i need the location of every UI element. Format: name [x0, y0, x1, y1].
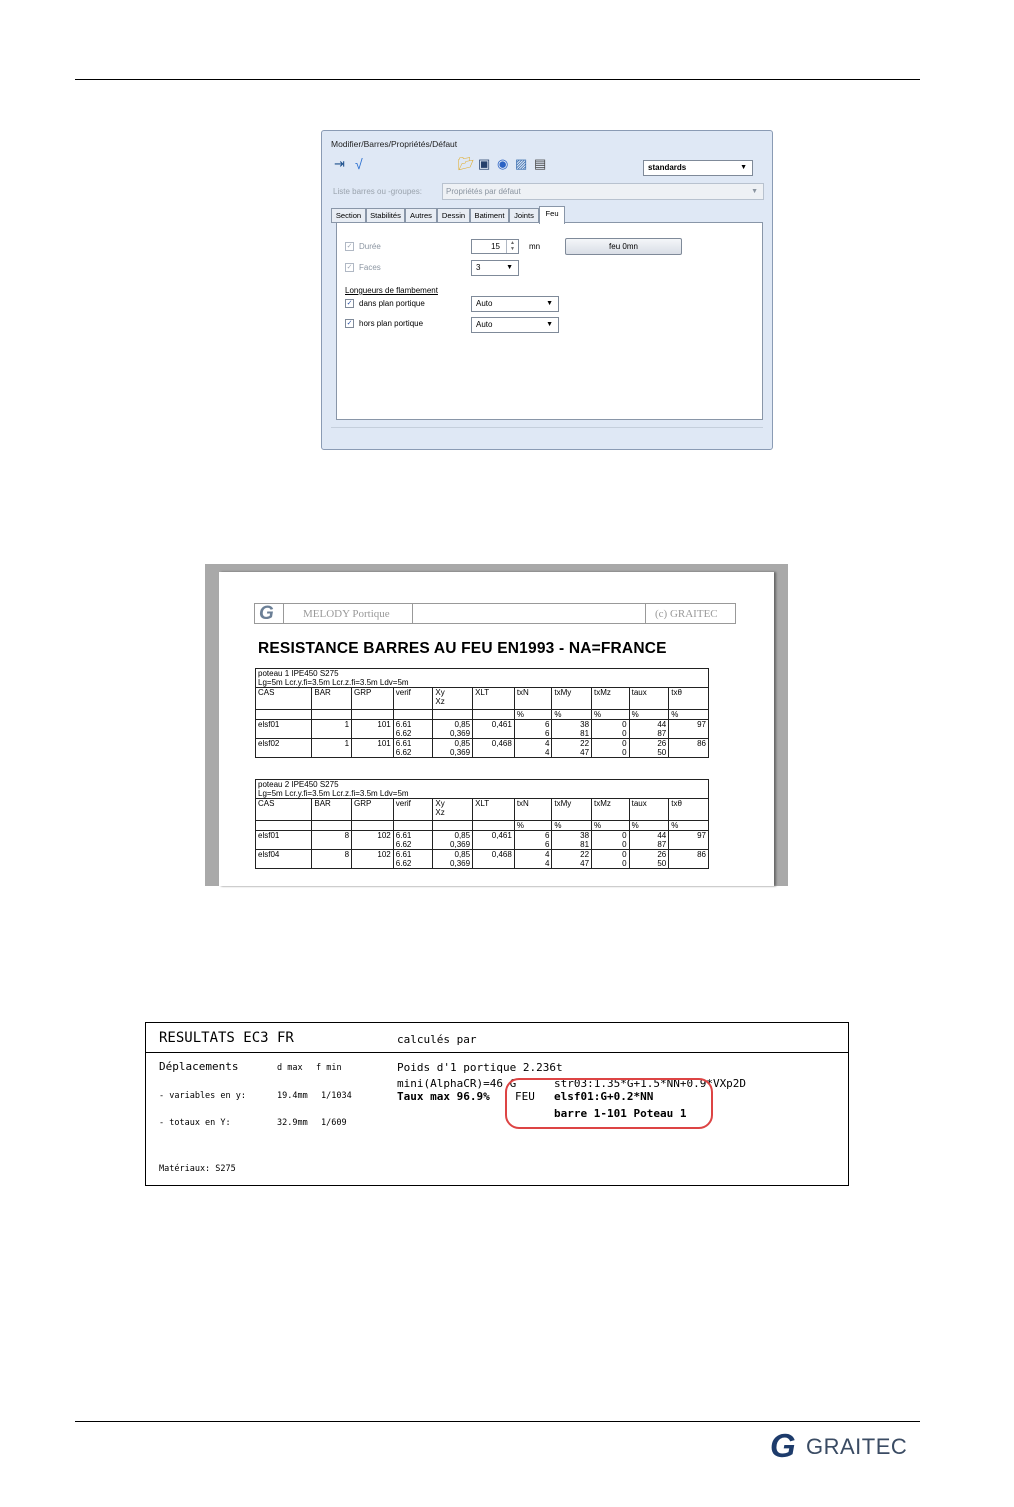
block-info-line-1: poteau 2 IPE450 S275 — [256, 780, 709, 790]
list-label: Liste barres ou -groupes: — [333, 187, 422, 196]
unit-cell — [256, 821, 312, 831]
column-header: taux — [629, 799, 669, 821]
tab-feu[interactable]: Feu — [539, 206, 565, 224]
header-divider — [283, 604, 284, 623]
cell-bar: 8 — [312, 850, 352, 869]
variables-label: - variables en y: — [159, 1091, 246, 1101]
tab-dessin[interactable]: Dessin — [437, 208, 470, 223]
report-sheet — [219, 572, 774, 886]
unit-cell: % — [552, 710, 592, 720]
unit-cell — [433, 821, 473, 831]
cell-cas: elsf02 — [256, 739, 312, 758]
mini-text: mini(AlphaCR)=46 G — [397, 1077, 517, 1090]
dans-plan-value: Auto — [476, 299, 493, 308]
column-header: txMz — [592, 688, 630, 710]
unit-cell — [433, 710, 473, 720]
results-title: RESULTATS EC3 FR — [159, 1030, 294, 1046]
unit-cell: % — [592, 821, 630, 831]
report-header — [254, 603, 736, 624]
totaux-f: 1/609 — [321, 1118, 347, 1128]
variables-f: 1/1034 — [321, 1091, 352, 1101]
column-header: txN — [514, 799, 552, 821]
cell-x: 0,85 0,369 — [433, 850, 473, 869]
els-combination: elsf01:G+0.2*NN — [554, 1090, 654, 1103]
duree-stepper[interactable] — [471, 239, 519, 254]
cell-x: 0,85 0,369 — [433, 831, 473, 850]
column-header: verif — [393, 688, 433, 710]
cell-grp: 101 — [352, 739, 394, 758]
str-text: str03:1.35*G+1.5*NN+0.9*VXp2D — [554, 1077, 747, 1090]
cell-bar: 1 — [312, 720, 352, 739]
hors-plan-dropdown[interactable] — [471, 317, 559, 333]
unit-cell: % — [669, 821, 709, 831]
results-table-poteau-2 — [255, 779, 709, 869]
column-header: GRP — [352, 799, 394, 821]
dialog-title: Modifier/Barres/Propriétés/Défaut — [331, 139, 458, 149]
duree-label: Durée — [359, 242, 381, 251]
unit-cell — [312, 710, 352, 720]
column-header: txMy — [552, 799, 592, 821]
cell-txmz: 0 0 — [592, 850, 630, 869]
faces-label: Faces — [359, 263, 381, 272]
cell-txtheta: 97 — [669, 720, 709, 739]
variables-d: 19.4mm — [277, 1091, 308, 1101]
unit-cell — [256, 710, 312, 720]
column-header: CAS — [256, 799, 312, 821]
cell-xlt: 0,461 — [473, 831, 515, 850]
hors-plan-checkbox[interactable]: ✓ — [346, 320, 353, 327]
cell-taux: 44 87 — [629, 720, 669, 739]
column-header: BAR — [312, 799, 352, 821]
column-header: txMz — [592, 799, 630, 821]
report-viewer — [205, 564, 788, 886]
totaux-label: - totaux en Y: — [159, 1118, 231, 1128]
chevron-down-icon: ▼ — [546, 321, 553, 328]
unit-cell — [473, 710, 515, 720]
hors-plan-label: hors plan portique — [359, 319, 424, 328]
cell-xlt: 0,468 — [473, 850, 515, 869]
cell-taux: 26 50 — [629, 739, 669, 758]
cell-x: 0,85 0,369 — [433, 739, 473, 758]
totaux-d: 32.9mm — [277, 1118, 308, 1128]
chevron-down-icon: ▼ — [546, 300, 553, 307]
cell-txn: 6 6 — [514, 720, 552, 739]
dans-plan-dropdown[interactable] — [471, 296, 559, 312]
column-header: XLT — [473, 799, 515, 821]
cell-txmy: 38 81 — [552, 720, 592, 739]
unit-cell: % — [592, 710, 630, 720]
tab-autres[interactable]: Autres — [405, 208, 437, 223]
cell-bar: 8 — [312, 831, 352, 850]
dmax-header: d max — [277, 1063, 303, 1073]
cell-cas: elsf01 — [256, 720, 312, 739]
unit-row — [256, 710, 709, 720]
table-header — [256, 799, 709, 821]
cell-verif: 6.61 6.62 — [393, 720, 433, 739]
preset-dropdown[interactable] — [643, 160, 753, 176]
save-icon[interactable]: ▣ — [478, 156, 491, 171]
cell-grp: 101 — [352, 720, 394, 739]
unit-cell: % — [514, 821, 552, 831]
cell-verif: 6.61 6.62 — [393, 850, 433, 869]
dans-plan-label: dans plan portique — [359, 299, 425, 308]
highlight-oval — [505, 1078, 713, 1129]
cell-txn: 4 4 — [514, 850, 552, 869]
cell-txmz: 0 0 — [592, 720, 630, 739]
unit-cell — [393, 710, 433, 720]
cell-verif: 6.61 6.62 — [393, 831, 433, 850]
table-row — [256, 739, 709, 758]
cell-cas: elsf01 — [256, 831, 312, 850]
cell-txtheta: 86 — [669, 739, 709, 758]
cell-bar: 1 — [312, 739, 352, 758]
cell-txmz: 0 0 — [592, 739, 630, 758]
feu-panel — [336, 222, 763, 420]
cell-cas: elsf04 — [256, 850, 312, 869]
list-value: Propriétés par défaut — [446, 187, 521, 196]
bottom-rule — [75, 1421, 920, 1422]
unit-cell — [473, 821, 515, 831]
faces-value: 3 — [476, 263, 481, 272]
unit-cell: % — [552, 821, 592, 831]
feu-label: FEU — [515, 1090, 535, 1103]
check-icon[interactable]: √ — [355, 156, 363, 172]
table-header — [256, 688, 709, 710]
tab-batiment[interactable]: Batiment — [470, 208, 509, 223]
block-info-line-2: Lg=5m Lcr.y.fi=3.5m Lcr.z.fi=3.5m Ldv=5m — [256, 789, 709, 799]
copyright: (c) GRAITEC — [655, 608, 718, 620]
longueurs-label: Longueurs de flambement — [345, 286, 438, 295]
cell-xlt: 0,468 — [473, 739, 515, 758]
cell-grp: 102 — [352, 831, 394, 850]
cell-txtheta: 86 — [669, 850, 709, 869]
column-header: txN — [514, 688, 552, 710]
spin-arrows-icon[interactable]: ▲ ▼ — [506, 240, 518, 253]
column-header: verif — [393, 799, 433, 821]
tab-stabilites[interactable]: Stabilités — [366, 208, 405, 223]
poids-text: Poids d'1 portique 2.236t — [397, 1061, 563, 1074]
chevron-down-icon: ▼ — [506, 264, 513, 271]
unit-cell: % — [669, 710, 709, 720]
column-header: GRP — [352, 688, 394, 710]
report-title: RESISTANCE BARRES AU FEU EN1993 - NA=FRANCE — [258, 640, 667, 657]
cell-taux: 44 87 — [629, 831, 669, 850]
materiaux-label: Matériaux: S275 — [159, 1164, 236, 1174]
calc-label: calculés par — [397, 1033, 477, 1046]
unit-cell: % — [629, 710, 669, 720]
cell-xlt: 0,461 — [473, 720, 515, 739]
unit-cell — [352, 710, 394, 720]
duree-checkbox[interactable]: ✓ — [346, 243, 353, 250]
divider — [146, 1052, 848, 1053]
duree-unit: mn — [529, 242, 541, 251]
column-header: txMy — [552, 688, 592, 710]
faces-dropdown[interactable] — [471, 260, 519, 276]
faces-checkbox[interactable]: ✓ — [346, 264, 353, 271]
graitec-logo: G — [259, 603, 274, 624]
dans-plan-checkbox[interactable]: ✓ — [346, 300, 353, 307]
properties-dialog — [321, 130, 773, 450]
header-divider — [412, 604, 413, 623]
graitec-wordmark: GRAITEC — [806, 1434, 908, 1459]
duree-value: 15 — [491, 242, 500, 251]
top-rule — [75, 79, 920, 80]
cell-x: 0,85 0,369 — [433, 720, 473, 739]
properties-icon[interactable]: ▤ — [534, 156, 547, 171]
column-header: Xy Xz — [433, 799, 473, 821]
export-icon[interactable]: ▨ — [515, 156, 528, 171]
cell-txmy: 38 81 — [552, 831, 592, 850]
table-row — [256, 850, 709, 869]
cell-txn: 6 6 — [514, 831, 552, 850]
cell-txmy: 22 47 — [552, 850, 592, 869]
results-table-poteau-1 — [255, 668, 709, 758]
chevron-down-icon: ▼ — [751, 188, 758, 195]
tab-section[interactable]: Section — [331, 208, 366, 223]
column-header: Xy Xz — [433, 688, 473, 710]
list-select[interactable] — [442, 183, 764, 200]
cell-taux: 26 50 — [629, 850, 669, 869]
column-header: XLT — [473, 688, 515, 710]
cell-grp: 102 — [352, 850, 394, 869]
block-info-line-1: poteau 1 IPE450 S275 — [256, 669, 709, 679]
column-header: CAS — [256, 688, 312, 710]
graitec-logo-mark: G — [770, 1427, 796, 1464]
cell-txmz: 0 0 — [592, 831, 630, 850]
cell-txtheta: 97 — [669, 831, 709, 850]
column-header: taux — [629, 688, 669, 710]
fmin-header: f min — [316, 1063, 342, 1073]
tab-joints[interactable]: Joints — [509, 208, 539, 223]
barre-text: barre 1-101 Poteau 1 — [554, 1107, 687, 1120]
unit-cell — [352, 821, 394, 831]
table-row — [256, 720, 709, 739]
unit-cell — [312, 821, 352, 831]
chevron-down-icon: ▼ — [740, 164, 747, 171]
unit-cell: % — [514, 710, 552, 720]
column-header: BAR — [312, 688, 352, 710]
deplacements-label: Déplacements — [159, 1060, 239, 1073]
column-header: txθ — [669, 688, 709, 710]
open-folder-icon[interactable]: 📂︎ — [458, 156, 475, 171]
results-ec3-panel — [145, 1022, 849, 1186]
header-divider — [645, 604, 646, 623]
cell-txmy: 22 47 — [552, 739, 592, 758]
block-info-line-2: Lg=5m Lcr.y.fi=3.5m Lcr.z.fi=3.5m Ldv=5m — [256, 678, 709, 688]
column-header: txθ — [669, 799, 709, 821]
table-row — [256, 831, 709, 850]
taux-max: Taux max 96.9% — [397, 1090, 490, 1103]
unit-cell: % — [629, 821, 669, 831]
cell-verif: 6.61 6.62 — [393, 739, 433, 758]
preset-value: standards — [648, 163, 687, 172]
hors-plan-value: Auto — [476, 320, 493, 329]
help-icon[interactable]: ◉ — [497, 156, 509, 171]
unit-cell — [393, 821, 433, 831]
feu-button[interactable]: feu 0mn — [565, 238, 682, 255]
status-bar — [331, 427, 763, 443]
cell-txn: 4 4 — [514, 739, 552, 758]
exit-icon[interactable]: ⇥ — [334, 156, 345, 171]
app-name: MELODY Portique — [303, 608, 390, 620]
dialog-toolbar — [333, 156, 762, 176]
unit-row — [256, 821, 709, 831]
